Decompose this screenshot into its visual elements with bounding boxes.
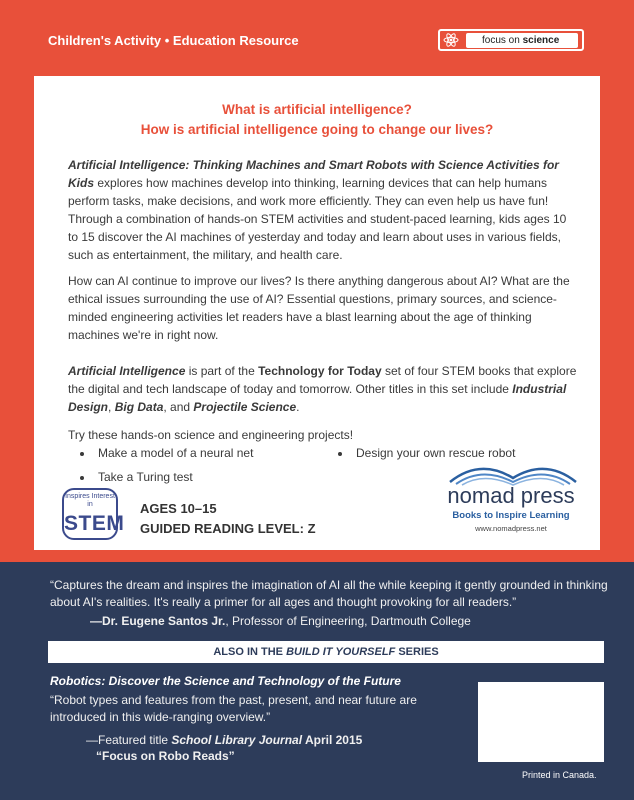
bullet-icon	[338, 452, 342, 456]
review-quote: “Captures the dream and inspires the imagination of AI all the while keeping it gently grounded in thinking about AI's realities. It's really a primer for all ages and thought provoking for all readers.”	[50, 578, 608, 609]
review-attribution: —Dr. Eugene Santos Jr., Professor of Engineering, Dartmouth College	[90, 614, 471, 628]
bullet-item: Take a Turing test	[80, 470, 193, 484]
bullet-item: Make a model of a neural net	[80, 446, 253, 460]
stem-badge-caption: Inspires Interest in	[65, 493, 115, 508]
badge-text: focus on science	[466, 33, 578, 48]
stem-badge	[62, 488, 125, 540]
questions-paragraph: How can AI continue to improve our lives? Is there anything dangerous about AI? What are the ethical issues surrounding the use of AI? Essential questions, primary sources, and science-minded engineering activities let readers have a blast learning about the age of thinking machines we're in right now.	[68, 274, 570, 342]
reading-info	[140, 499, 316, 539]
questions	[68, 100, 566, 140]
publisher-url: www.nomadpress.net	[475, 524, 547, 533]
related-book-title: Robotics: Discover the Science and Technology of the Future	[50, 674, 401, 688]
summary-paragraph: Artificial Intelligence: Thinking Machines and Smart Robots with Science Activities for Kids explores how machines develop into thinking, learning devices that can help humans perform tasks, make decisions, and work more efficiently. They can even help us have fun! Through a combination of hands-on STEM activities and student-paced learning, kids ages 10 to 15 discover the AI machines of yesterday and today and learn about uses in various fields, such as entertainment, the military, and health care.	[68, 158, 567, 262]
publisher-tagline: Books to Inspire Learning	[452, 510, 570, 521]
stem-badge-word: STEM	[64, 512, 125, 535]
series-paragraph: Artificial Intelligence is part of the Technology for Today set of four STEM books that explore the digital and tech landscape of today and tomorrow. Other titles in this set include Industrial Design, Big Data, and Projectile Science.	[68, 364, 577, 414]
atom-icon	[443, 32, 459, 48]
bullet-icon	[80, 476, 84, 480]
question-2: How is artificial intelligence going to change our lives?	[140, 122, 494, 137]
category-label: Children's Activity • Education Resource	[48, 33, 299, 48]
publisher-name: nomad press	[447, 483, 575, 508]
bullet-item: Design your own rescue robot	[338, 446, 515, 460]
bottom-band	[0, 562, 634, 800]
bullet-icon	[80, 452, 84, 456]
ages-label: AGES 10–15	[140, 501, 217, 516]
printed-in-label: Printed in Canada.	[522, 770, 597, 780]
related-book-feature: —Featured title School Library Journal April 2015 “Focus on Robo Reads”	[86, 733, 363, 763]
description-panel	[34, 76, 600, 550]
series-banner: ALSO IN THE BUILD IT YOURSELF SERIES	[48, 641, 604, 663]
focus-on-science-badge	[438, 29, 584, 51]
projects-intro: Try these hands-on science and engineering projects!	[68, 428, 354, 442]
question-1: What is artificial intelligence?	[222, 102, 412, 117]
related-book-quote: “Robot types and features from the past, present, and near future are introduced in this wide-ranging overview.”	[50, 693, 417, 724]
book-title: Artificial Intelligence: Thinking Machines and Smart Robots with Science Activities for Kids	[68, 158, 559, 190]
reading-level-label: GUIDED READING LEVEL: Z	[140, 521, 316, 536]
barcode-area	[478, 682, 604, 762]
